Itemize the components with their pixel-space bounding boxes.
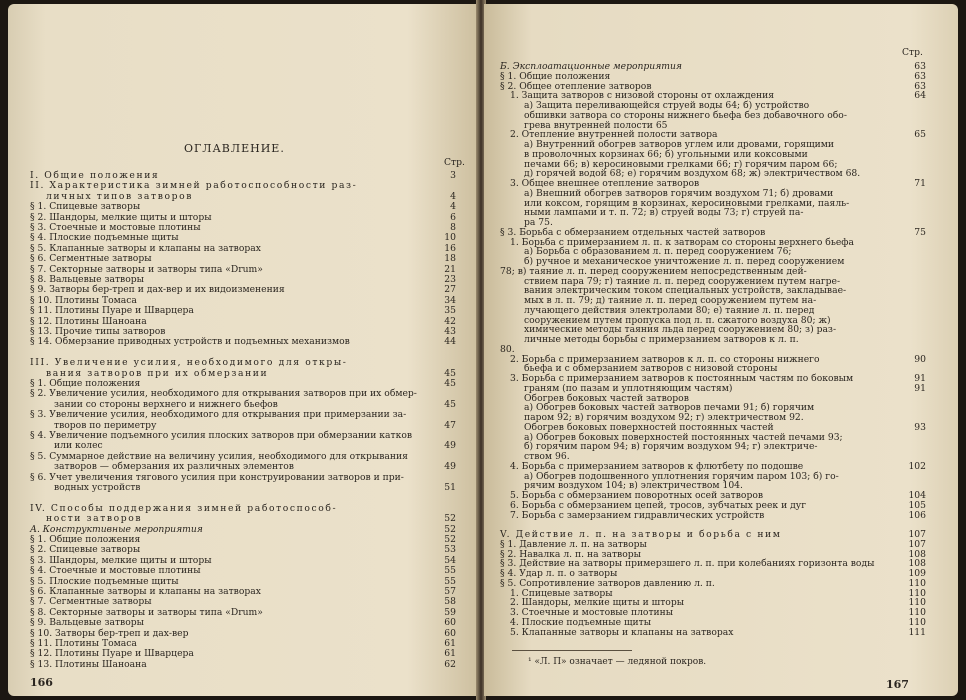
page-column-header: Стр.	[444, 157, 465, 168]
page-number: 167	[886, 678, 909, 691]
toc-entry-page: 42	[444, 315, 456, 327]
toc-entry-text: § 2. Навалка л. п. на затворы	[500, 548, 641, 560]
toc-entry-text: § 1. Спицевые затворы	[30, 201, 141, 213]
toc-entry-page: 45	[444, 398, 456, 410]
toc-entry-text: ра 75.	[524, 217, 553, 228]
toc-entry-text: § 3. Шандоры, мелкие щиты и шторы	[30, 554, 212, 566]
toc-entry-page: 6	[450, 211, 456, 223]
toc-entry-text: а) Борьба с образованием л. п. перед сооружением 76;	[524, 246, 792, 258]
toc-entry-text: § 5. Плоские подъемные щиты	[30, 575, 179, 587]
toc-entry-page: 45	[444, 378, 456, 389]
toc-entry-page: 104	[908, 490, 926, 501]
toc-entry-page: 52	[444, 513, 456, 525]
toc-entry-text: 1. Спицевые затворы	[510, 587, 613, 599]
toc-entry-text: в проволочных корзинах 66; б) угольными или коксовыми	[524, 148, 808, 160]
toc-entry-page: 93	[914, 421, 926, 433]
toc-entry-text: творов по периметру	[54, 419, 157, 431]
toc-entry-page: 62	[444, 658, 456, 670]
toc-entry-text: А. Конструктивные мероприятия	[30, 523, 203, 535]
toc-entry-page: 52	[444, 523, 456, 535]
toc-entry-page: 49	[444, 440, 456, 452]
toc-entry-text: § 2. Увеличение усилия, необходимого для открывания затворов при их обмер-	[30, 388, 417, 400]
toc-entry-text: § 9. Затворы бер-треп и дах-вер и их видоизменения	[30, 284, 285, 296]
toc-entry-text: § 10. Затворы бер-треп и дах-вер	[30, 627, 189, 639]
toc-entry-page: 110	[908, 616, 926, 628]
toc-entry-page: 44	[444, 336, 456, 348]
toc-entry-text: § 4. Плоские подъемные щиты	[30, 232, 179, 244]
toc-entry-text: д) горячей водой 68; е) горячим воздухом 68; ж) электричеством 68.	[524, 168, 861, 180]
toc-entry-page: 60	[444, 617, 456, 629]
toc-entry-text: 7. Борьба с замерзанием гидравлических устройств	[510, 509, 765, 521]
toc-entry-page: 52	[444, 534, 456, 545]
toc-entry-text: рячим воздухом 104; в) электричеством 104.	[524, 480, 743, 492]
toc-entry-page: 34	[444, 294, 456, 306]
toc-entry-text: § 11. Плотины Пуаре и Шварцера	[30, 305, 194, 317]
toc-entry-text: 2. Борьба с примерзанием затворов к л. п. со стороны нижнего	[510, 353, 820, 365]
toc-entry-text: V. Действие л. п. на затворы и борьба с ним	[500, 529, 782, 540]
toc-entry-text: § 4. Увеличение подъемного усилия плоских затворов при обмерзании катков	[30, 430, 413, 441]
toc-entry-text: 3. Общее внешнее отепление затворов	[510, 178, 700, 189]
toc-entry-page: 91	[914, 382, 926, 394]
toc-entry-page: 49	[444, 461, 456, 473]
toc-entry-text: 5. Клапанные затворы и клапаны на затворах	[510, 626, 734, 638]
toc-entry-page: 4	[450, 190, 456, 202]
toc-entry-page: 54	[444, 554, 456, 566]
toc-entry-page: 110	[908, 577, 926, 589]
toc-entry-page: 59	[444, 606, 456, 618]
toc-entry-page: 60	[444, 627, 456, 639]
toc-entry-page: 65	[914, 129, 926, 141]
toc-entry-page: 63	[914, 61, 926, 72]
toc-entry-text: а) Защита переливающейся струей воды 64; б) устройство	[524, 100, 810, 111]
page-title: ОГЛАВЛЕНИЕ.	[184, 142, 285, 155]
toc-entry-page: 47	[444, 419, 456, 431]
toc-entry-text: § 4. Удар л. п. о затворы	[500, 568, 618, 579]
toc-entry-text: лучающего действия электролами 80; е) таяние л. п. перед	[524, 304, 815, 316]
toc-entry-text: б) ручное и механическое уничтожение л. п. перед сооружением	[524, 256, 845, 267]
toc-entry-text: 2. Отепление внутренней полости затвора	[510, 129, 718, 141]
toc-entry-text: IV. Способы поддержания зимней работоспособ-	[30, 502, 338, 514]
toc-entry-text: § 3. Увеличение усилия, необходимого для открывания при примерзании за-	[30, 409, 407, 421]
toc-entry-text: § 6. Учет увеличения тягового усилия при конструировании затворов и при-	[30, 471, 404, 483]
footnote-rule	[512, 650, 632, 651]
toc-entry-text: Обогрев боковых частей затворов	[524, 392, 689, 404]
toc-entry-page: 108	[908, 558, 926, 570]
toc-entry-page: 45	[444, 367, 456, 379]
toc-entry-page: 3	[450, 170, 456, 181]
toc-entry-page: 55	[444, 565, 456, 577]
toc-entry-text: обшивки затвора со стороны нижнего бьефа без добавочного обо-	[524, 109, 847, 121]
toc-entry-text: § 10. Плотины Томаса	[30, 294, 137, 306]
toc-entry-text: § 1. Общие положения	[500, 70, 611, 82]
toc-entry-page: 4	[450, 201, 456, 213]
toc-entry-page: 107	[908, 529, 926, 540]
toc-entry-page: 35	[444, 305, 456, 317]
toc-entry-text: § 2. Спицевые затворы	[30, 544, 141, 556]
toc-entry-text: 3. Борьба с примерзанием затворов к постоянным частям по боковым	[510, 373, 854, 384]
page-number: 166	[30, 676, 53, 689]
toc-entry-text: 4. Борьба с примерзанием затворов к флютбету по подошве	[510, 460, 804, 472]
toc-entry-text: 78; в) таяние л. п. перед сооружением непосредственным дей-	[500, 265, 807, 277]
toc-entry-text: или колес	[54, 440, 103, 452]
toc-entry-page: 55	[444, 575, 456, 587]
toc-entry-text: § 8. Вальцевые затворы	[30, 274, 144, 285]
footnote: ¹ «Л. П» означает — ледяной покров.	[528, 657, 707, 667]
toc-entry-text: Б. Эксплоатационные мероприятия	[500, 61, 683, 72]
toc-entry-text: зании со стороны верхнего и нижнего бьефов	[54, 398, 278, 410]
toc-entry-page: 63	[914, 80, 926, 92]
toc-entry-text: § 3. Действие на затворы примерзшего л. п. при колебаниях горизонта воды	[500, 558, 875, 570]
toc-entry-text: § 6. Сегментные затворы	[30, 253, 152, 265]
toc-entry-text: § 1. Общие положения	[30, 378, 141, 389]
toc-entry-page: 63	[914, 70, 926, 82]
toc-entry-text: затворов — обмерзания их различных элементов	[54, 461, 294, 473]
toc-entry-text: сооружением путем пропуска под л. п. сжатого воздуха 80; ж)	[524, 314, 831, 326]
toc-entry-text: § 6. Клапанные затворы и клапаны на затворах	[30, 586, 261, 597]
toc-entry-page: 90	[914, 353, 926, 365]
toc-entry-text: вания электрическим током специальных устройств, закладывае-	[524, 285, 847, 297]
toc-entry-page: 18	[444, 253, 456, 265]
toc-entry-page: 8	[450, 222, 456, 233]
toc-entry-text: § 4. Стоечные и мостовые плотины	[30, 565, 201, 577]
toc-entry-page: 109	[908, 568, 926, 579]
toc-entry-text: или коксом, горящим в корзинах, керосиновыми грелками, паяль-	[524, 197, 850, 209]
toc-entry-page: 105	[908, 499, 926, 511]
toc-entry-page: 75	[914, 226, 926, 238]
toc-entry-text: ности затворов	[46, 513, 143, 525]
toc-entry-text: 1. Защита затворов с низовой стороны от охлаждения	[510, 90, 775, 102]
toc-entry-text: мых в л. п. 79; д) таяние л. п. перед сооружением путем на-	[524, 295, 817, 306]
toc-entry-text: § 3. Борьба с обмерзанием отдельных частей затворов	[500, 226, 766, 238]
toc-entry-text: ными лампами и т. п. 72; в) струей воды 73; г) струей па-	[524, 207, 804, 219]
toc-entry-text: а) Внешний обогрев затворов горячим воздухом 71; б) дровами	[524, 187, 834, 199]
toc-entry-text: 4. Плоские подъемные щиты	[510, 616, 652, 628]
right-page	[484, 4, 958, 696]
toc-entry-page: 51	[444, 482, 456, 493]
toc-entry-page: 111	[908, 626, 926, 638]
toc-entry-text: печами 66; в) керосиновыми грелками 66; г) горячим паром 66;	[524, 158, 838, 170]
toc-entry-text: § 1. Общие положения	[30, 534, 141, 545]
toc-entry-text: § 5. Клапанные затворы и клапаны на затворах	[30, 242, 261, 254]
toc-entry-text: 80.	[500, 343, 515, 355]
toc-entry-page: 110	[908, 587, 926, 599]
left-page	[8, 4, 478, 696]
toc-entry-text: § 7. Сегментные затворы	[30, 596, 152, 608]
toc-entry-text: § 1. Давление л. п. на затворы	[500, 538, 647, 550]
toc-entry-text: Обогрев боковых поверхностей постоянных частей	[524, 421, 774, 433]
toc-entry-text: граням (по пазам и уплотняющим частям)	[524, 382, 733, 394]
toc-entry-text: III. Увеличение усилия, необходимого для откры-	[30, 357, 348, 369]
toc-entry-page: 71	[914, 178, 926, 189]
toc-entry-page: 107	[908, 538, 926, 550]
toc-entry-text: § 11. Плотины Томаса	[30, 638, 137, 649]
toc-entry-text: I. Общие положения	[30, 170, 160, 181]
toc-entry-text: личные методы борьбы с примерзанием затворов к л. п.	[524, 334, 799, 345]
toc-entry-page: 43	[444, 326, 456, 337]
toc-entry-page: 23	[444, 274, 456, 285]
toc-entry-text: § 5. Суммарное действие на величину усилия, необходимого для открывания	[30, 450, 408, 462]
page-column-header: Стр.	[902, 47, 923, 58]
toc-entry-page: 58	[444, 596, 456, 608]
toc-entry-text: 3. Стоечные и мостовые плотины	[510, 607, 674, 618]
toc-entry-text: а) Внутренний обогрев затворов углем или дровами, горящими	[524, 139, 835, 150]
toc-entry-text: ствием пара 79; г) таяние л. п. перед сооружением путем нагре-	[524, 275, 841, 287]
toc-entry-text: II. Характеристика зимней работоспособности раз-	[30, 180, 358, 192]
toc-entry-text: ством 96.	[524, 451, 570, 462]
toc-entry-text: а) Обогрев боковых частей затворов печами 91; б) горячим	[524, 402, 815, 414]
toc-entry-text: § 9. Вальцевые затворы	[30, 617, 144, 629]
toc-entry-text: 1. Борьба с примерзанием л. п. к затворам со стороны верхнего бьефа	[510, 236, 854, 248]
toc-entry-page: 108	[908, 548, 926, 560]
toc-entry-page: 91	[914, 373, 926, 384]
toc-entry-text: § 3. Стоечные и мостовые плотины	[30, 222, 201, 233]
toc-entry-page: 61	[444, 638, 456, 649]
toc-entry-page: 110	[908, 607, 926, 618]
toc-entry-text: бьефа и с обмерзанием затворов с низовой стороны	[524, 363, 778, 375]
toc-entry-text: водных устройств	[54, 482, 141, 493]
toc-entry-text: грева внутренней полости 65	[524, 119, 668, 131]
toc-entry-text: § 2. Шандоры, мелкие щиты и шторы	[30, 211, 212, 223]
toc-entry-text: 2. Шандоры, мелкие щиты и шторы	[510, 597, 685, 609]
toc-entry-text: личных типов затворов	[46, 190, 193, 202]
toc-entry-page: 57	[444, 586, 456, 597]
toc-entry-page: 21	[444, 263, 456, 275]
toc-entry-page: 102	[908, 460, 926, 472]
toc-entry-text: б) горячим паром 94; в) горячим воздухом 94; г) электриче-	[524, 441, 818, 453]
toc-entry-text: § 7. Секторные затворы и затворы типа «Drum»	[30, 263, 263, 275]
toc-entry-page: 53	[444, 544, 456, 556]
toc-entry-page: 27	[444, 284, 456, 296]
toc-entry-text: а) Обогрев подошвенного уплотнения горячим паром 103; б) го-	[524, 470, 839, 482]
toc-entry-page: 16	[444, 242, 456, 254]
toc-entry-text: § 12. Плотины Пуаре и Шварцера	[30, 648, 194, 660]
toc-entry-text: химические методы таяния льда перед сооружением 80; з) раз-	[524, 324, 837, 336]
toc-entry-text: вания затворов при их обмерзании	[46, 367, 269, 379]
toc-entry-text: § 2. Общее отепление затворов	[500, 80, 652, 92]
toc-entry-text: а) Обогрев боковых поверхностей постоянных частей печами 93;	[524, 431, 843, 443]
toc-entry-text: § 13. Прочие типы затворов	[30, 326, 166, 337]
toc-entry-page: 106	[908, 509, 926, 521]
toc-entry-text: паром 92; в) горячим воздухом 92; г) электричеством 92.	[524, 412, 804, 423]
toc-entry-text: § 12. Плотины Шаноана	[30, 315, 147, 327]
toc-entry-page: 61	[444, 648, 456, 660]
toc-entry-page: 64	[914, 90, 926, 102]
toc-entry-text: 5. Борьба с обмерзанием поворотных осей затворов	[510, 490, 764, 501]
toc-entry-page: 110	[908, 597, 926, 609]
toc-entry-text: 6. Борьба с обмерзанием цепей, тросов, зубчатых реек и дуг	[510, 499, 807, 511]
toc-entry-text: § 14. Обмерзание приводных устройств и подъемных механизмов	[30, 336, 350, 348]
toc-entry-page: 10	[444, 232, 456, 244]
toc-entry-text: § 5. Сопротивление затворов давлению л. п.	[500, 577, 715, 589]
toc-entry-text: § 13. Плотины Шаноана	[30, 658, 147, 670]
toc-entry-text: § 8. Секторные затворы и затворы типа «Drum»	[30, 606, 263, 618]
